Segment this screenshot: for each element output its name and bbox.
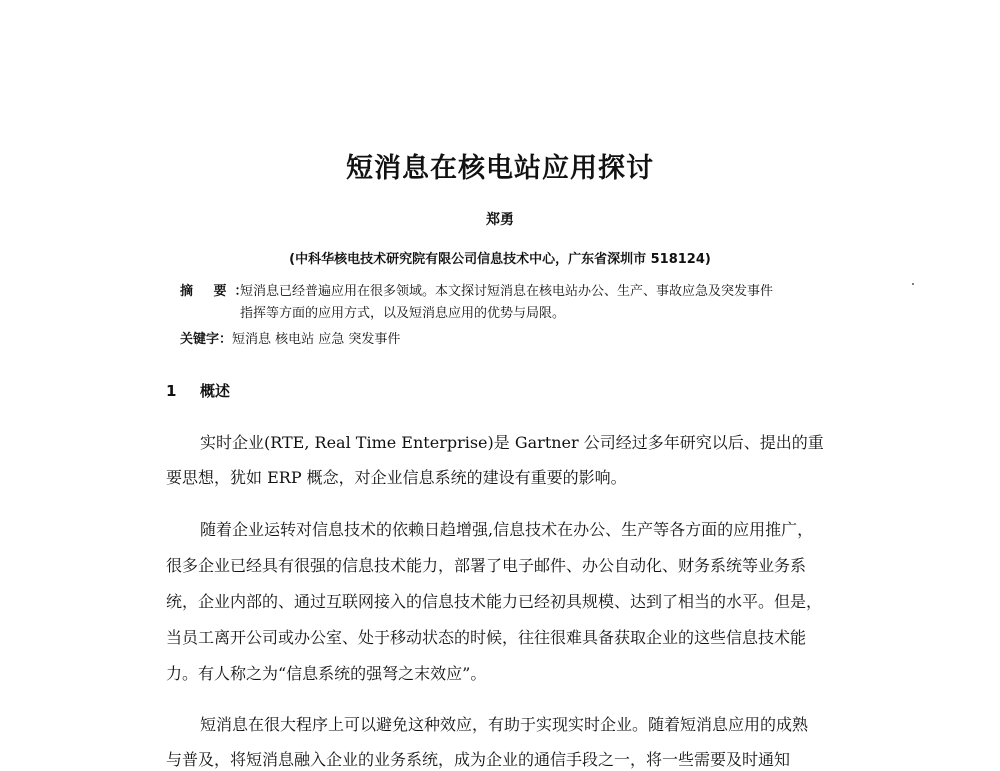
section-heading-1	[166, 380, 230, 401]
paragraph-1-line-2: 要思想，犹如 ERP 概念，对企业信息系统的建设有重要的影响。	[166, 468, 627, 487]
scan-speck	[912, 283, 914, 285]
paragraph-2-line-5: 力。有人称之为“信息系统的强弩之末效应”。	[166, 664, 487, 683]
keywords-text: 短消息 核电站 应急 突发事件	[232, 332, 401, 347]
abstract-text-1: 短消息已经普遍应用在很多领域。本文探讨短消息在核电站办公、生产、事故应急及突发事件	[240, 284, 774, 299]
section-title: 概述	[200, 382, 231, 400]
abstract-label: 摘 要：	[180, 284, 256, 299]
paragraph-2-line-1: 随着企业运转对信息技术的依赖日趋增强,信息技术在办公、生产等各方面的应用推广，	[200, 520, 814, 539]
abstract-line-2	[240, 304, 565, 324]
abstract-line-1	[180, 282, 773, 302]
keywords-line	[180, 330, 400, 350]
section-number: 1	[166, 382, 177, 400]
paragraph-3-line-2: 与普及，将短消息融入企业的业务系统，成为企业的通信手段之一，将一些需要及时通知	[166, 750, 791, 769]
paragraph-2-line-3: 统，企业内部的、通过互联网接入的信息技术能力已经初具规模、达到了相当的水平。但是，	[166, 592, 823, 611]
author-name: 郑勇	[486, 212, 514, 228]
paper-title: 短消息在核电站应用探讨	[346, 153, 654, 184]
abstract-text-2: 指挥等方面的应用方式，以及短消息应用的优势与局限。	[240, 306, 566, 321]
paragraph-3-line-1: 短消息在很大程序上可以避免这种效应，有助于实现实时企业。随着短消息应用的成熟	[200, 715, 809, 734]
paragraph-2-line-4: 当员工离开公司或办公室、处于移动状态的时候，往往很难具备获取企业的这些信息技术能	[166, 628, 807, 647]
paragraph-1-line-1: 实时企业(RTE, Real Time Enterprise)是 Gartner 公司经过多年研究以后、提出的重	[200, 433, 824, 452]
keywords-label: 关键字：	[180, 332, 233, 347]
author-affiliation: (中科华核电技术研究院有限公司信息技术中心，广东省深圳市 518124)	[289, 252, 711, 267]
paragraph-2-line-2: 很多企业已经具有很强的信息技术能力，部署了电子邮件、办公自动化、财务系统等业务系	[166, 556, 807, 575]
